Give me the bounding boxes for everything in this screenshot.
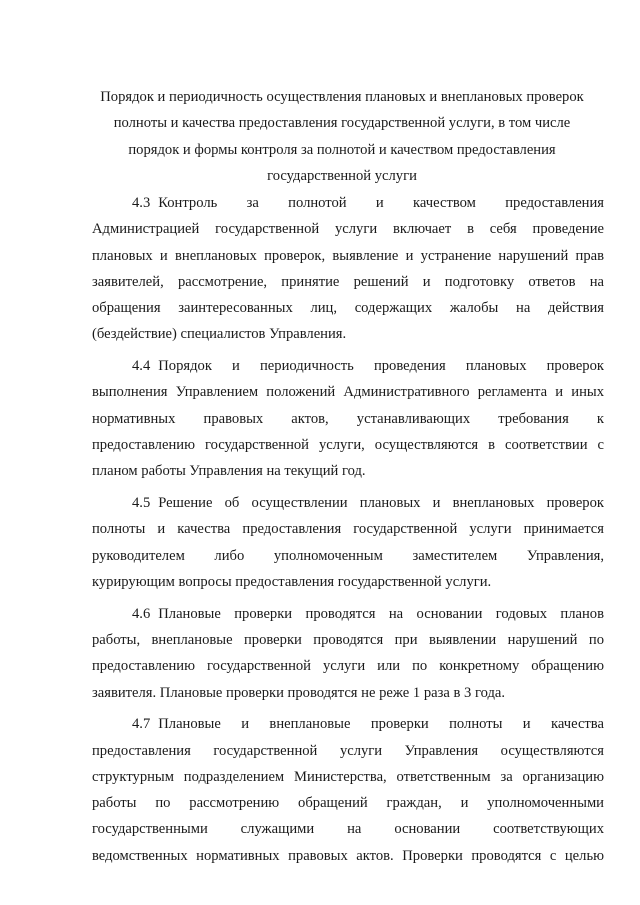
paragraph-line: обращения заинтересованных лиц, содержащих жалобы на действия bbox=[92, 300, 604, 317]
paragraph-line: Порядок и периодичность проведения плановых проверок bbox=[158, 358, 604, 375]
paragraph-4-4 bbox=[92, 353, 604, 484]
paragraph-line: Администрацией государственной услуги включает в себя проведение bbox=[92, 221, 604, 238]
paragraph-line: заявителя. Плановые проверки проводятся не реже 1 раза в 3 года. bbox=[92, 684, 506, 701]
paragraph-line: (бездействие) специалистов Управления. bbox=[92, 326, 347, 343]
section-heading bbox=[80, 84, 604, 189]
paragraph-line: Плановые и внеплановые проверки полноты и качества bbox=[158, 716, 604, 733]
paragraph-number: 4.3 bbox=[132, 195, 151, 211]
heading-line: государственной услуги bbox=[267, 167, 417, 184]
section-body bbox=[92, 190, 604, 874]
paragraph-line: предоставлению государственной услуги или по конкретному обращению bbox=[92, 658, 604, 675]
paragraph-number: 4.6 bbox=[132, 605, 151, 622]
paragraph-line: структурным подразделением Министерства, ответственным за организацию bbox=[92, 768, 604, 785]
paragraph-line: работы по рассмотрению обращений граждан, и уполномоченными bbox=[92, 795, 604, 812]
paragraph-line: плановых и внеплановых проверок, выявление и устранение нарушений прав bbox=[92, 247, 604, 264]
paragraph-4-3 bbox=[92, 190, 604, 348]
paragraph-line: Контроль за полнотой и качеством предоставления bbox=[158, 195, 604, 211]
paragraph-line: Решение об осуществлении плановых и внеплановых проверок bbox=[158, 495, 604, 512]
paragraph-line: предоставления государственной услуги Управления осуществляются bbox=[92, 742, 604, 759]
paragraph-line: заявителей, рассмотрение, принятие решений и подготовку ответов на bbox=[92, 273, 604, 290]
paragraph-line: полноты и качества предоставления государственной услуги принимается bbox=[92, 521, 604, 538]
paragraph-number: 4.5 bbox=[132, 495, 151, 512]
paragraph-line: предоставлению государственной услуги, осуществляются в соответствии с bbox=[92, 437, 604, 454]
heading-line: порядок и формы контроля за полнотой и качеством предоставления bbox=[128, 141, 556, 158]
paragraph-4-5 bbox=[92, 490, 604, 595]
paragraph-line: выполнения Управлением положений Административного регламента и иных bbox=[92, 384, 604, 401]
paragraph-line: планом работы Управления на текущий год. bbox=[92, 463, 366, 480]
paragraph-line: работы, внеплановые проверки проводятся при выявлении нарушений по bbox=[92, 631, 604, 648]
paragraph-line: государственными служащими на основании соответствующих bbox=[92, 821, 604, 838]
paragraph-line: курирующим вопросы предоставления государственной услуги. bbox=[92, 573, 492, 590]
paragraph-number: 4.7 bbox=[132, 716, 151, 733]
paragraph-number: 4.4 bbox=[132, 358, 151, 375]
heading-line: Порядок и периодичность осуществления плановых и внеплановых проверок bbox=[100, 89, 584, 105]
paragraph-line: нормативных правовых актов, устанавливающих требования к bbox=[92, 410, 604, 427]
paragraph-4-6 bbox=[92, 601, 604, 706]
heading-line: полноты и качества предоставления государственной услуги, в том числе bbox=[113, 115, 571, 132]
paragraph-line: Плановые проверки проводятся на основании годовых планов bbox=[158, 605, 604, 622]
paragraph-line: руководителем либо уполномоченным заместителем Управления, bbox=[92, 547, 604, 564]
paragraph-line: ведомственных нормативных правовых актов. Проверки проводятся с целью bbox=[92, 847, 604, 864]
paragraph-4-7 bbox=[92, 711, 604, 869]
